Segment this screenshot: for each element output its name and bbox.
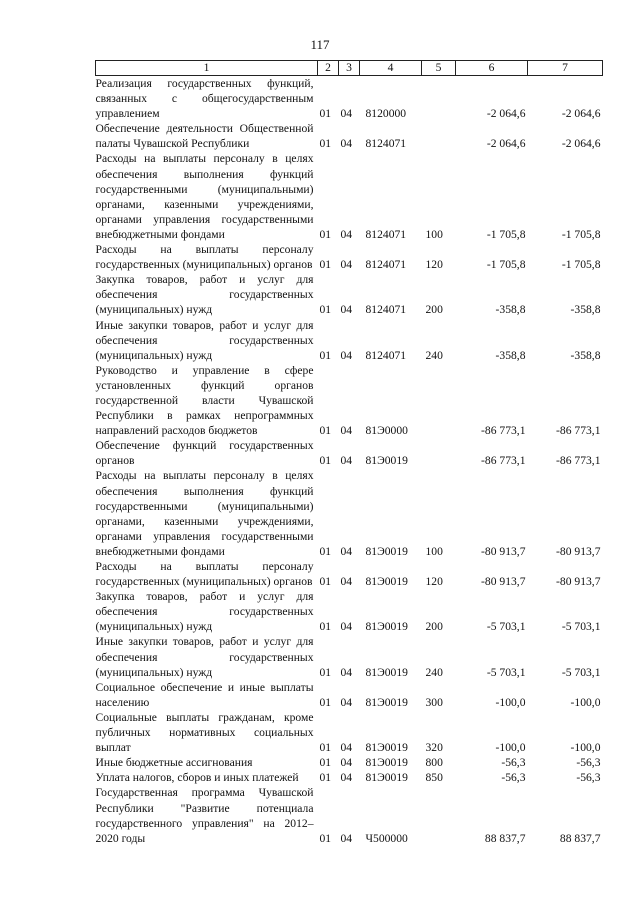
table-row <box>96 468 603 559</box>
item-name: Расходы на выплаты персоналу государственных (муниципальных) органов <box>95 560 314 589</box>
section-code: 01 <box>319 695 332 709</box>
target-article-code: 81Э0019 <box>365 454 408 468</box>
table-row <box>96 770 603 785</box>
target-article-code: 81Э0019 <box>365 756 408 770</box>
amount-col7: -86 773,1 <box>556 424 601 438</box>
column-header: 3 <box>339 61 360 76</box>
amount-col6: -5 703,1 <box>486 620 526 634</box>
amount-col7: -1 705,8 <box>561 227 601 241</box>
table-row <box>96 318 603 363</box>
expense-type-code <box>422 785 456 845</box>
subsection-code: 04 <box>340 665 353 679</box>
section-code: 01 <box>319 137 332 151</box>
table-row <box>96 559 603 589</box>
amount-col6: -100,0 <box>495 695 526 709</box>
table-row <box>96 680 603 710</box>
expense-type-code: 240 <box>425 665 443 679</box>
target-article-code: 8124071 <box>365 227 407 241</box>
item-name: Закупка товаров, работ и услуг для обеспечения государственных (муниципальных) нужд <box>95 590 314 634</box>
table-row <box>96 438 603 468</box>
amount-col6: -56,3 <box>501 756 526 770</box>
target-article-code: 8124071 <box>365 348 407 362</box>
item-name: Уплата налогов, сборов и иных платежей <box>95 771 299 785</box>
table-row <box>96 589 603 634</box>
section-code: 01 <box>319 741 332 755</box>
expense-type-code <box>422 121 456 151</box>
section-code: 01 <box>319 424 332 438</box>
subsection-code: 04 <box>340 771 353 785</box>
expense-type-code <box>422 363 456 438</box>
amount-col6: -1 705,8 <box>486 258 526 272</box>
section-code: 01 <box>319 544 332 558</box>
amount-col6: -80 913,7 <box>481 544 526 558</box>
amount-col6: -2 064,6 <box>486 137 526 151</box>
subsection-code: 04 <box>340 454 353 468</box>
item-name: Иные закупки товаров, работ и услуг для обеспечения государственных (муниципальных) нужд <box>95 318 314 362</box>
item-name: Обеспечение функций государственных органов <box>95 439 314 468</box>
section-code: 01 <box>319 665 332 679</box>
amount-col7: -1 705,8 <box>561 258 601 272</box>
target-article-code: 81Э0019 <box>365 771 408 785</box>
table-body <box>96 76 603 846</box>
subsection-code: 04 <box>340 227 353 241</box>
amount-col7: -2 064,6 <box>561 107 601 121</box>
column-header: 6 <box>456 61 528 76</box>
target-article-code: 81Э0019 <box>365 575 408 589</box>
amount-col7: -56,3 <box>576 756 601 770</box>
table-row <box>96 755 603 770</box>
item-name: Социальное обеспечение и иные выплаты населению <box>95 680 314 709</box>
expense-type-code <box>422 438 456 468</box>
amount-col6: -100,0 <box>495 741 526 755</box>
amount-col7: -100,0 <box>570 695 601 709</box>
amount-col6: -2 064,6 <box>486 107 526 121</box>
amount-col7: -5 703,1 <box>561 665 601 679</box>
item-name: Руководство и управление в сфере установленных функций органов государственной власти Чувашской Республики в рамках непрограммных направлений расходов бюджетов <box>95 363 314 438</box>
item-name: Реализация государственных функций, связанных с общегосударственным управлением <box>95 77 314 121</box>
table-row <box>96 76 603 122</box>
section-code: 01 <box>319 107 332 121</box>
subsection-code: 04 <box>340 137 353 151</box>
section-code: 01 <box>319 756 332 770</box>
target-article-code: 8124071 <box>365 303 407 317</box>
subsection-code: 04 <box>340 258 353 272</box>
amount-col6: 88 837,7 <box>484 831 526 845</box>
expense-type-code <box>422 76 456 122</box>
subsection-code: 04 <box>340 107 353 121</box>
item-name: Обеспечение деятельности Общественной палаты Чувашской Республики <box>95 122 314 151</box>
target-article-code: 8124071 <box>365 258 407 272</box>
column-header: 1 <box>96 61 318 76</box>
item-name: Социальные выплаты гражданам, кроме публичных нормативных социальных выплат <box>95 710 314 755</box>
expense-type-code: 300 <box>425 695 443 709</box>
subsection-code: 04 <box>340 303 353 317</box>
subsection-code: 04 <box>340 575 353 589</box>
amount-col6: -86 773,1 <box>481 454 526 468</box>
budget-table <box>95 60 603 846</box>
amount-col6: -358,8 <box>495 303 526 317</box>
section-code: 01 <box>319 771 332 785</box>
section-code: 01 <box>319 575 332 589</box>
expense-type-code: 800 <box>425 756 443 770</box>
expense-type-code: 120 <box>425 575 443 589</box>
expense-type-code: 100 <box>425 227 443 241</box>
expense-type-code: 120 <box>425 258 443 272</box>
item-name: Иные закупки товаров, работ и услуг для обеспечения государственных (муниципальных) нужд <box>95 635 314 679</box>
section-code: 01 <box>319 620 332 634</box>
section-code: 01 <box>319 454 332 468</box>
target-article-code: 81Э0019 <box>365 695 408 709</box>
table-row <box>96 151 603 242</box>
table-row <box>96 785 603 845</box>
amount-col7: -80 913,7 <box>556 544 601 558</box>
subsection-code: 04 <box>340 424 353 438</box>
amount-col6: -86 773,1 <box>481 424 526 438</box>
target-article-code: 8120000 <box>365 107 407 121</box>
amount-col7: -56,3 <box>576 771 601 785</box>
item-name: Расходы на выплаты персоналу в целях обеспечения выполнения функций государственными (муниципальными) органами, казенными учреждениями, органами управления государственными внебюджетными фондами <box>95 469 314 558</box>
amount-col7: -100,0 <box>570 741 601 755</box>
subsection-code: 04 <box>340 831 353 845</box>
item-name: Расходы на выплаты персоналу государственных (муниципальных) органов <box>95 243 314 272</box>
expense-type-code: 850 <box>425 771 443 785</box>
target-article-code: 8124071 <box>365 137 407 151</box>
subsection-code: 04 <box>340 620 353 634</box>
subsection-code: 04 <box>340 348 353 362</box>
table-row <box>96 634 603 679</box>
section-code: 01 <box>319 227 332 241</box>
subsection-code: 04 <box>340 741 353 755</box>
amount-col7: -358,8 <box>570 303 601 317</box>
column-header: 7 <box>528 61 603 76</box>
table-row <box>96 242 603 272</box>
amount-col6: -56,3 <box>501 771 526 785</box>
subsection-code: 04 <box>340 756 353 770</box>
expense-type-code: 200 <box>425 620 443 634</box>
expense-type-code: 100 <box>425 544 443 558</box>
amount-col7: -80 913,7 <box>556 575 601 589</box>
column-header: 4 <box>360 61 422 76</box>
target-article-code: 81Э0019 <box>365 665 408 679</box>
item-name: Иные бюджетные ассигнования <box>95 756 253 770</box>
section-code: 01 <box>319 831 332 845</box>
expense-type-code: 240 <box>425 348 443 362</box>
section-code: 01 <box>319 303 332 317</box>
column-header: 5 <box>422 61 456 76</box>
target-article-code: 81Э0019 <box>365 741 408 755</box>
amount-col7: -2 064,6 <box>561 137 601 151</box>
expense-type-code: 200 <box>425 303 443 317</box>
target-article-code: 81Э0000 <box>365 424 408 438</box>
amount-col6: -1 705,8 <box>486 227 526 241</box>
amount-col7: -86 773,1 <box>556 454 601 468</box>
table-header-row <box>96 61 603 76</box>
subsection-code: 04 <box>340 544 353 558</box>
item-name: Расходы на выплаты персоналу в целях обеспечения выполнения функций государственными (муниципальными) органами, казенными учреждениями, органами управления государственными внебюджетными фондами <box>95 152 314 241</box>
amount-col6: -358,8 <box>495 348 526 362</box>
item-name: Государственная программа Чувашской Республики "Развитие потенциала государственного управления" на 2012–2020 годы <box>95 786 314 845</box>
target-article-code: Ч500000 <box>365 831 408 845</box>
amount-col7: 88 837,7 <box>559 831 601 845</box>
column-header: 2 <box>318 61 339 76</box>
page-number: 117 <box>310 37 330 52</box>
amount-col6: -5 703,1 <box>486 665 526 679</box>
amount-col7: -5 703,1 <box>561 620 601 634</box>
target-article-code: 81Э0019 <box>365 620 408 634</box>
expense-type-code: 320 <box>425 741 443 755</box>
item-name: Закупка товаров, работ и услуг для обеспечения государственных (муниципальных) нужд <box>95 273 314 317</box>
table-row <box>96 363 603 438</box>
amount-col7: -358,8 <box>570 348 601 362</box>
table-row <box>96 121 603 151</box>
target-article-code: 81Э0019 <box>365 544 408 558</box>
section-code: 01 <box>319 258 332 272</box>
table-row <box>96 710 603 755</box>
section-code: 01 <box>319 348 332 362</box>
table-row <box>96 272 603 317</box>
amount-col6: -80 913,7 <box>481 575 526 589</box>
subsection-code: 04 <box>340 695 353 709</box>
